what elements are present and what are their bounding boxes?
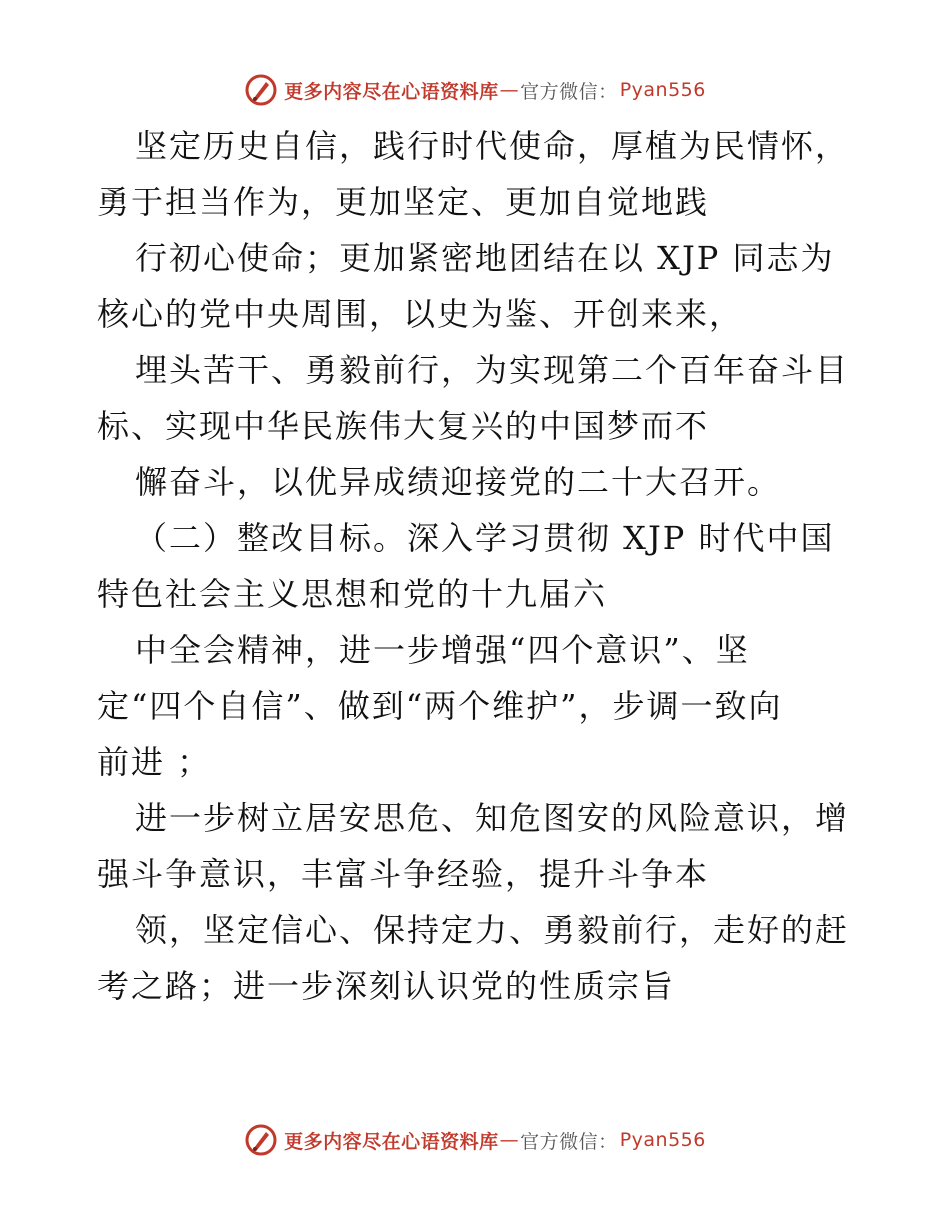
banner-dash: — [499,79,520,101]
banner-official-label: 官方微信： [520,80,618,103]
text-line: 定“四个自信”、做到“两个维护”，步调一致向 [97,687,783,725]
banner-brand-text: 更多内容尽在心语资料库 [284,80,499,103]
text-line: 坚定历史自信，践行时代使命，厚植为民情怀， [135,127,850,165]
text-line: 懈奋斗，以优异成绩迎接党的二十大召开。 [135,463,782,501]
quill-pen-seal-icon [244,73,278,107]
banner-official-label: 官方微信： [520,1130,618,1153]
footer-watermark-banner [0,1120,950,1160]
banner-wechat-id: Pyan556 [619,1129,706,1151]
text-line: 领，坚定信心、保持定力、勇毅前行，走好的赶 [135,911,850,949]
text-line: 埋头苦干、勇毅前行，为实现第二个百年奋斗目 [135,351,850,389]
quill-pen-seal-icon [244,1123,278,1157]
text-line: 进一步树立居安思危、知危图安的风险意识，增 [135,799,850,837]
banner-brand-text: 更多内容尽在心语资料库 [284,1130,499,1153]
document-body [97,118,857,1014]
text-line: 核心的党中央周围，以史为鉴、开创来来， [97,295,744,333]
header-watermark-banner [0,70,950,110]
text-line: （二）整改目标。深入学习贯彻 XJP 时代中国 [135,519,835,557]
text-line: 中全会精神，进一步增强“四个意识”、坚 [135,631,750,669]
banner-wechat-id: Pyan556 [619,79,706,101]
text-line: 考之路；进一步深刻认识党的性质宗旨 [97,967,676,1005]
text-line: 勇于担当作为，更加坚定、更加自觉地践 [97,183,710,221]
text-line: 特色社会主义思想和党的十九届六 [97,575,608,613]
banner-dash: — [499,1129,520,1151]
text-line: 强斗争意识，丰富斗争经验，提升斗争本 [97,855,710,893]
text-line: 标、实现中华民族伟大复兴的中国梦而不 [97,407,710,445]
text-line: 行初心使命；更加紧密地团结在以 XJP 同志为 [135,239,835,277]
text-line: 前进 ； [97,743,212,781]
